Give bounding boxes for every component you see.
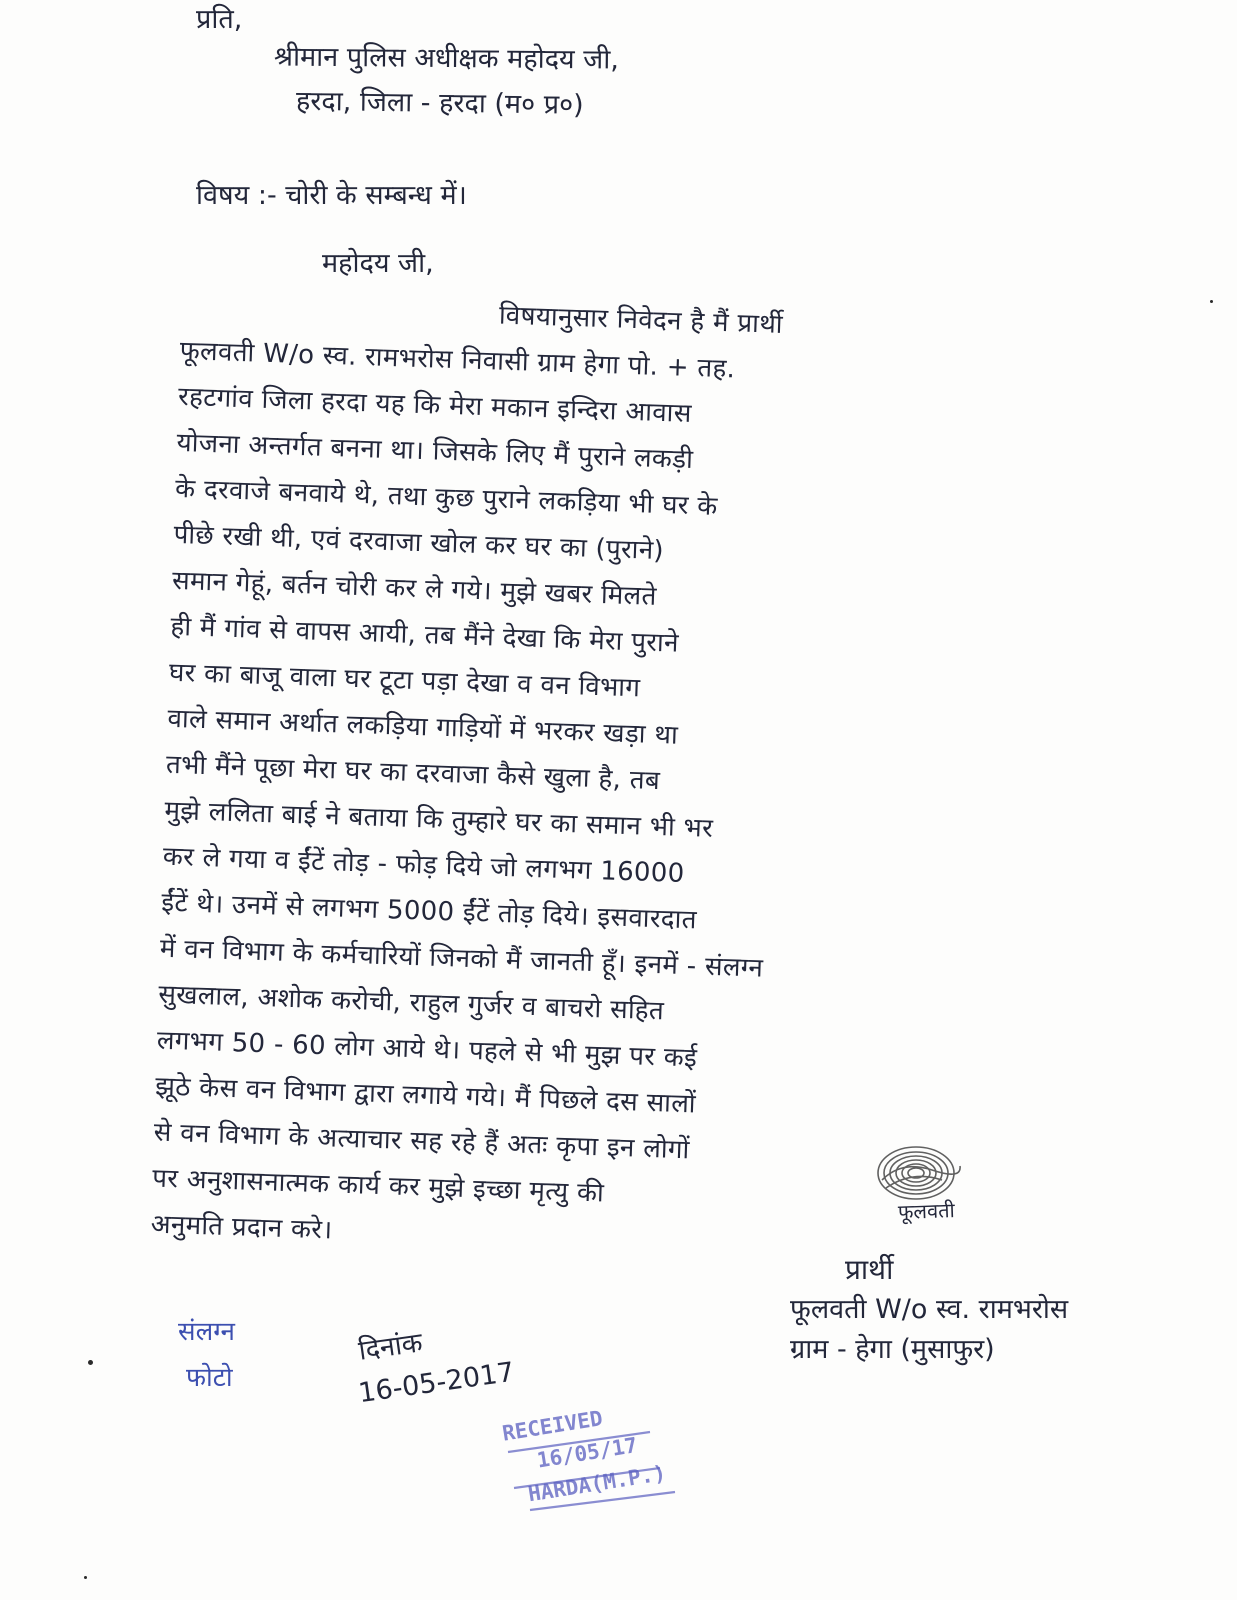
paper-speck <box>84 1576 87 1579</box>
body-line: अनुमति प्रदान करे। <box>150 1209 333 1246</box>
stamp-place: HARDA(M.P.) <box>526 1460 668 1507</box>
body-line: पर अनुशासनात्मक कार्य कर मुझे इच्छा मृत्यु की <box>151 1163 605 1209</box>
stamp-received: RECEIVED <box>500 1406 605 1446</box>
applicant-title: प्रार्थी <box>845 1253 894 1286</box>
salutation: महोदय जी, <box>322 248 434 279</box>
date-block <box>350 1310 517 1415</box>
thumbprint-icon <box>872 1140 964 1206</box>
paper-speck <box>1210 300 1213 303</box>
body-line: ही मैं गांव से वापस आयी, तब मैंने देखा कि मेरा पुराने <box>170 611 680 659</box>
subject-line: विषय :- चोरी के सम्बन्ध में। <box>196 180 467 211</box>
thumb-signature: फूलवती <box>897 1198 956 1224</box>
body-line: घर का बाजू वाला घर टूटा पड़ा देखा व वन विभाग <box>168 657 641 704</box>
letter-body <box>150 282 1082 1277</box>
attachment-note <box>178 1312 235 1398</box>
body-line: मुझे ललिता बाई ने बताया कि तुम्हारे घर का समान भी भर <box>163 795 714 844</box>
addressee-place: हरदा, जिला - हरदा (म० प्र०) <box>295 85 584 121</box>
attachment-item: फोटो <box>186 1363 233 1393</box>
applicant-address: ग्राम - हेगा (मुसाफुर) <box>790 1334 995 1365</box>
body-line: लगभग 50 - 60 लोग आये थे। पहले से भी मुझ पर कई <box>156 1025 698 1074</box>
body-line: समान गेहूं, बर्तन चोरी कर ले गये। मुझे खबर मिलते <box>171 565 658 612</box>
date-label: दिनांक <box>356 1327 425 1367</box>
body-line: के दरवाजे बनवाये थे, तथा कुछ पुराने लकड़िया भी घर के <box>174 473 719 522</box>
body-line: झूठे केस वन विभाग द्वारा लगाये गये। मैं पिछले दस सालों <box>154 1071 697 1120</box>
body-line: में वन विभाग के कर्मचारियों जिनको मैं जानती हूँ। इनमें - संलग्न <box>159 933 764 984</box>
body-line: फूलवती W/o स्व. रामभरोस निवासी ग्राम हेगा पो. + तह. <box>179 335 736 385</box>
body-line: तभी मैंने पूछा मेरा घर का दरवाजा कैसे खुला है, तब <box>165 749 661 797</box>
body-line: कर ले गया व ईंटें तोड़ - फोड़ दिये जो लगभग 16000 <box>162 841 685 889</box>
addressee-officer: श्रीमान पुलिस अधीक्षक महोदय जी, <box>273 41 619 76</box>
stamp-date: 16/05/17 <box>535 1433 639 1473</box>
addressee-to: प्रति, <box>196 4 243 35</box>
attachment-label: संलग्न <box>178 1317 235 1347</box>
body-line: सुखलाल, अशोक करोची, राहुल गुर्जर व बाचरो सहित <box>157 979 665 1027</box>
date-value: 16-05-2017 <box>356 1356 517 1410</box>
stamp-underline-icon <box>490 1412 680 1517</box>
addressee-block <box>196 4 619 119</box>
applicant-name: फूलवती W/o स्व. रामभरोस <box>790 1294 1069 1325</box>
body-line: विषयानुसार निवेदन है मैं प्रार्थी <box>498 300 784 340</box>
paper-speck <box>88 1360 93 1365</box>
body-line: रहटगांव जिला हरदा यह कि मेरा मकान इन्दिरा आवास <box>177 381 693 429</box>
body-line: वाले समान अर्थात लकड़िया गाड़ियों में भरकर खड़ा था <box>167 703 679 751</box>
body-line: ईंटें थे। उनमें से लगभग 5000 ईंटें तोड़ दिये। इसवारदात <box>160 887 698 936</box>
body-line: पीछे रखी थी, एवं दरवाजा खोल कर घर का (पुराने) <box>173 519 665 567</box>
body-line: योजना अन्तर्गत बनना था। जिसके लिए मैं पुराने लकड़ी <box>176 427 694 476</box>
body-line: से वन विभाग के अत्याचार सह रहे हैं अतः कृपा इन लोगों <box>153 1117 691 1166</box>
applicant-block <box>790 1250 1068 1370</box>
